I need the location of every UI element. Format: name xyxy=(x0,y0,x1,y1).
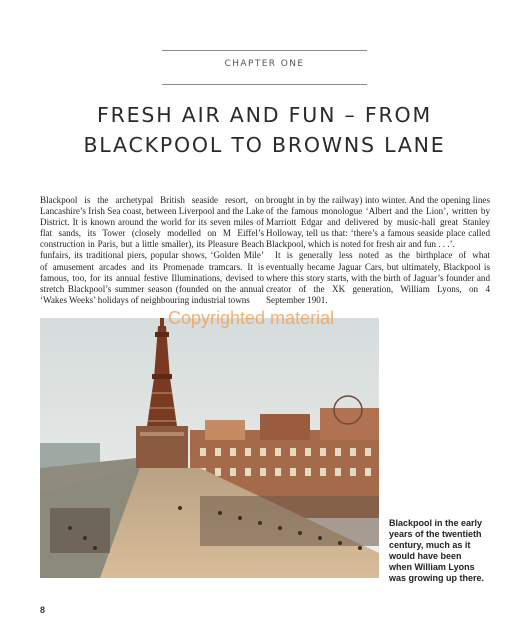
blackpool-photo xyxy=(40,318,379,578)
page-number: 8 xyxy=(40,605,46,615)
chapter-title-line-1: FRESH AIR AND FUN – FROM xyxy=(97,103,432,127)
body-paragraph-1: brought in by the railway) into winter. And the opening lines of the famous monologue ‘Albert and the Lion’, written by Marriott Edgar and delivered by music-hall great Stanley Holloway, tell us that: ‘there’s a famous seaside place called Blackpool, which is noted for fresh air and fun . . .’. xyxy=(266,195,490,250)
chapter-title-line-2: BLACKPOOL TO BROWNS LANE xyxy=(83,133,446,157)
body-paragraph-2: It is generally less noted as the birthplace of what eventually became Jaguar Cars, but ultimately, Blackpool is where this story starts, with the birth of Jaguar’s founder and creator of the XK generation, William Lyons, on 4 September 1901. xyxy=(266,250,490,305)
copyright-watermark: Copyrighted material xyxy=(168,308,335,328)
chapter-rule-bottom xyxy=(162,84,367,85)
chapter-rule-top xyxy=(162,50,367,51)
body-column-right xyxy=(266,195,490,306)
chapter-label: CHAPTER ONE xyxy=(224,59,305,69)
photo-caption: Blackpool in the early years of the twentieth century, much as it would have been when William Lyons was growing up there. xyxy=(389,518,485,583)
chapter-title xyxy=(0,100,529,160)
body-column-left: Blackpool is the archetypal British seaside resort, on Lancashire’s Irish Sea coast, between Liverpool and the Lake District. It is known around the world for its seven miles of flat sands, its Tower (closely modelled on M Eiffel’s construction in Paris, but a little smaller), its Pleasure Beach funfairs, its traditional piers, popular shows, ‘Golden Mile’ of amusement arcades and its Promenade tramcars. It is famous, too, for its annual festive Illuminations, devised to stretch Blackpool’s summer season (founded on the annual ‘Wakes Weeks’ holidays of neighbouring industrial towns xyxy=(40,195,264,305)
